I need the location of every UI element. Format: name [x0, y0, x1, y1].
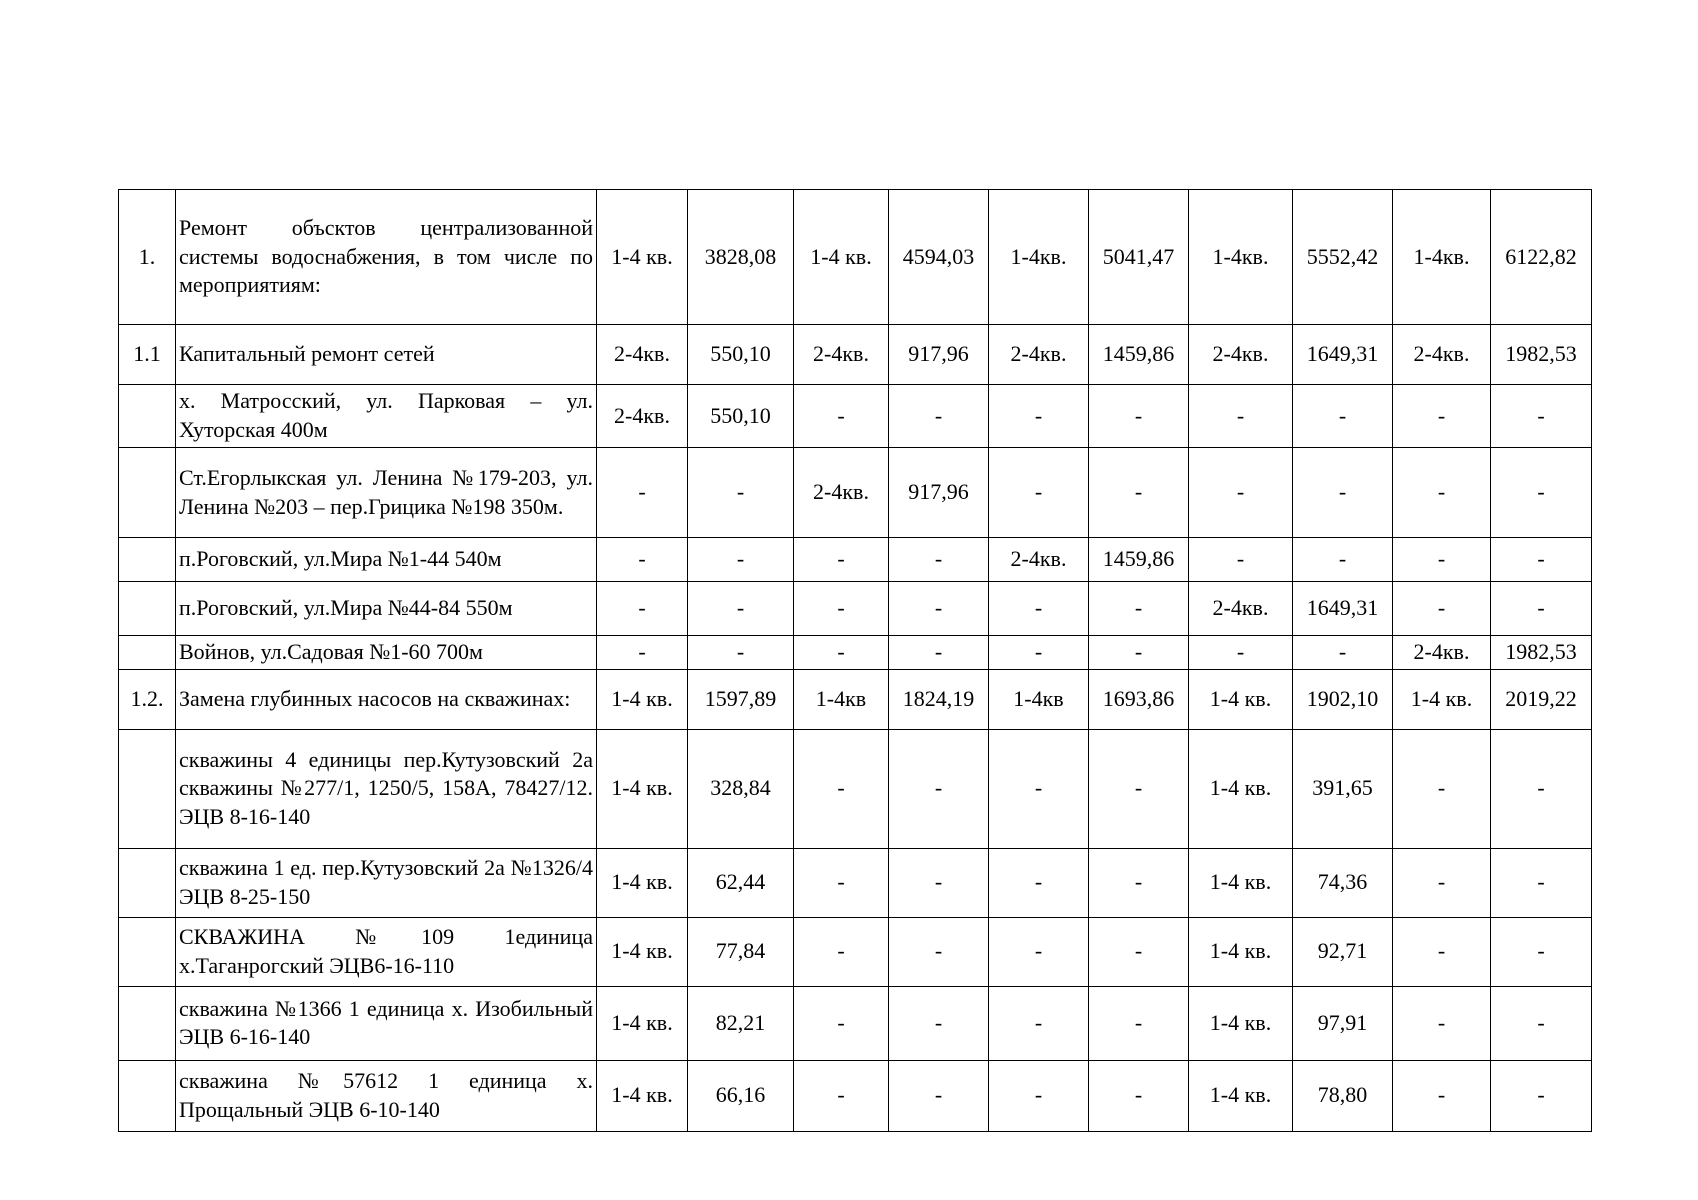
amount-cell: 1649,31: [1293, 582, 1393, 636]
period-cell: -: [794, 917, 889, 986]
amount-cell: -: [1491, 538, 1592, 582]
amount-cell: 1459,86: [1089, 538, 1189, 582]
row-description: х. Матросский, ул. Парковая – ул. Хуторская 400м: [176, 385, 597, 448]
amount-cell: 1649,31: [1293, 325, 1393, 385]
amount-cell: -: [1491, 385, 1592, 448]
amount-cell: 2019,22: [1491, 669, 1592, 729]
row-description: скважина №1366 1 единица х. Изобильный ЭЦВ 6-16-140: [176, 986, 597, 1060]
period-cell: -: [989, 986, 1089, 1060]
table-row: [119, 538, 1592, 582]
amount-cell: 78,80: [1293, 1060, 1393, 1131]
table-body: [119, 190, 1592, 1132]
amount-cell: -: [1491, 729, 1592, 848]
period-cell: 2-4кв.: [794, 325, 889, 385]
period-cell: 1-4кв.: [1393, 190, 1491, 325]
amount-cell: -: [1089, 729, 1189, 848]
row-description: скважины 4 единицы пер.Кутузовский 2а скважины №277/1, 1250/5, 158А, 78427/12. ЭЦВ 8-16-140: [176, 729, 597, 848]
period-cell: -: [597, 448, 688, 538]
row-number: [119, 538, 176, 582]
period-cell: 1-4 кв.: [1189, 848, 1293, 917]
period-cell: -: [1189, 448, 1293, 538]
amount-cell: 6122,82: [1491, 190, 1592, 325]
amount-cell: -: [1089, 385, 1189, 448]
row-number: [119, 729, 176, 848]
amount-cell: -: [1293, 636, 1393, 670]
amount-cell: -: [688, 582, 794, 636]
row-number: [119, 385, 176, 448]
amount-cell: -: [1491, 582, 1592, 636]
table-row: [119, 636, 1592, 670]
period-cell: 2-4кв.: [1189, 325, 1293, 385]
amount-cell: -: [688, 538, 794, 582]
row-number: [119, 448, 176, 538]
period-cell: 1-4 кв.: [597, 986, 688, 1060]
period-cell: -: [1393, 448, 1491, 538]
row-description: Замена глубинных насосов на скважинах:: [176, 669, 597, 729]
amount-cell: -: [1089, 448, 1189, 538]
period-cell: 2-4кв.: [597, 325, 688, 385]
amount-cell: -: [1293, 448, 1393, 538]
amount-cell: -: [1089, 986, 1189, 1060]
period-cell: 1-4кв.: [1189, 190, 1293, 325]
period-cell: 1-4 кв.: [597, 729, 688, 848]
table-row: [119, 190, 1592, 325]
amount-cell: 97,91: [1293, 986, 1393, 1060]
table-row: [119, 669, 1592, 729]
period-cell: -: [597, 636, 688, 670]
amount-cell: 77,84: [688, 917, 794, 986]
amount-cell: 917,96: [889, 325, 989, 385]
period-cell: 1-4 кв.: [597, 1060, 688, 1131]
period-cell: -: [794, 582, 889, 636]
period-cell: 1-4кв: [989, 669, 1089, 729]
row-number: [119, 848, 176, 917]
row-number: [119, 636, 176, 670]
period-cell: 1-4 кв.: [597, 190, 688, 325]
amount-cell: 66,16: [688, 1060, 794, 1131]
period-cell: 1-4 кв.: [1189, 729, 1293, 848]
amount-cell: 62,44: [688, 848, 794, 917]
table-row: [119, 986, 1592, 1060]
table-row: [119, 848, 1592, 917]
period-cell: -: [989, 636, 1089, 670]
amount-cell: 1824,19: [889, 669, 989, 729]
period-cell: 1-4 кв.: [1189, 1060, 1293, 1131]
amount-cell: 1597,89: [688, 669, 794, 729]
period-cell: -: [989, 582, 1089, 636]
amount-cell: -: [1491, 917, 1592, 986]
row-number: 1.: [119, 190, 176, 325]
row-description: СКВАЖИНА №109 1единица х.Таганрогский ЭЦВ6-16-110: [176, 917, 597, 986]
period-cell: -: [1393, 538, 1491, 582]
amount-cell: -: [1089, 848, 1189, 917]
period-cell: -: [1189, 385, 1293, 448]
table-row: [119, 385, 1592, 448]
amount-cell: 82,21: [688, 986, 794, 1060]
amount-cell: -: [1089, 582, 1189, 636]
amount-cell: 1902,10: [1293, 669, 1393, 729]
amount-cell: -: [1491, 848, 1592, 917]
row-description: п.Роговский, ул.Мира №44-84 550м: [176, 582, 597, 636]
period-cell: 2-4кв.: [1393, 325, 1491, 385]
amount-cell: -: [688, 636, 794, 670]
period-cell: -: [794, 385, 889, 448]
row-number: [119, 917, 176, 986]
period-cell: 1-4кв.: [989, 190, 1089, 325]
amount-cell: -: [1491, 448, 1592, 538]
amount-cell: 550,10: [688, 385, 794, 448]
period-cell: -: [1393, 986, 1491, 1060]
amount-cell: 550,10: [688, 325, 794, 385]
work-plan-table: [118, 189, 1592, 1132]
amount-cell: -: [889, 636, 989, 670]
amount-cell: -: [889, 538, 989, 582]
period-cell: -: [1189, 538, 1293, 582]
amount-cell: -: [1491, 986, 1592, 1060]
amount-cell: 74,36: [1293, 848, 1393, 917]
period-cell: -: [794, 986, 889, 1060]
table-row: [119, 917, 1592, 986]
period-cell: -: [989, 917, 1089, 986]
period-cell: 1-4 кв.: [794, 190, 889, 325]
period-cell: 1-4 кв.: [597, 669, 688, 729]
amount-cell: -: [889, 917, 989, 986]
row-number: 1.2.: [119, 669, 176, 729]
amount-cell: -: [1293, 538, 1393, 582]
row-number: [119, 986, 176, 1060]
row-number: 1.1: [119, 325, 176, 385]
row-description: Ст.Егорлыкская ул. Ленина №179-203, ул. Ленина №203 – пер.Грицика №198 350м.: [176, 448, 597, 538]
amount-cell: 328,84: [688, 729, 794, 848]
table-row: [119, 448, 1592, 538]
period-cell: 2-4кв.: [989, 325, 1089, 385]
amount-cell: 92,71: [1293, 917, 1393, 986]
period-cell: 2-4кв.: [597, 385, 688, 448]
period-cell: 2-4кв.: [1393, 636, 1491, 670]
amount-cell: -: [1089, 917, 1189, 986]
period-cell: -: [794, 538, 889, 582]
amount-cell: -: [889, 848, 989, 917]
period-cell: 1-4 кв.: [1189, 917, 1293, 986]
period-cell: -: [1393, 1060, 1491, 1131]
period-cell: 1-4 кв.: [1189, 669, 1293, 729]
row-description: скважина 1 ед. пер.Кутузовский 2а №1326/4 ЭЦВ 8-25-150: [176, 848, 597, 917]
period-cell: -: [1393, 848, 1491, 917]
amount-cell: 391,65: [1293, 729, 1393, 848]
period-cell: -: [794, 729, 889, 848]
row-description: скважина №57612 1 единица х. Прощальный ЭЦВ 6-10-140: [176, 1060, 597, 1131]
row-description: Капитальный ремонт сетей: [176, 325, 597, 385]
amount-cell: 4594,03: [889, 190, 989, 325]
row-number: [119, 582, 176, 636]
row-number: [119, 1060, 176, 1131]
amount-cell: -: [1491, 1060, 1592, 1131]
period-cell: -: [794, 848, 889, 917]
amount-cell: 3828,08: [688, 190, 794, 325]
table-row: [119, 582, 1592, 636]
amount-cell: -: [889, 582, 989, 636]
amount-cell: 5552,42: [1293, 190, 1393, 325]
table-row: [119, 1060, 1592, 1131]
period-cell: 1-4 кв.: [1393, 669, 1491, 729]
period-cell: -: [989, 448, 1089, 538]
amount-cell: -: [889, 1060, 989, 1131]
amount-cell: -: [1089, 1060, 1189, 1131]
period-cell: -: [989, 729, 1089, 848]
amount-cell: 5041,47: [1089, 190, 1189, 325]
amount-cell: 1982,53: [1491, 325, 1592, 385]
period-cell: 1-4 кв.: [597, 848, 688, 917]
amount-cell: -: [889, 385, 989, 448]
period-cell: -: [1393, 385, 1491, 448]
period-cell: -: [989, 1060, 1089, 1131]
amount-cell: -: [1293, 385, 1393, 448]
row-description: Войнов, ул.Садовая №1-60 700м: [176, 636, 597, 670]
table-row: [119, 729, 1592, 848]
table-row: [119, 325, 1592, 385]
period-cell: -: [597, 538, 688, 582]
period-cell: -: [794, 1060, 889, 1131]
amount-cell: 1982,53: [1491, 636, 1592, 670]
period-cell: 2-4кв.: [1189, 582, 1293, 636]
amount-cell: -: [688, 448, 794, 538]
period-cell: -: [1189, 636, 1293, 670]
period-cell: 2-4кв.: [989, 538, 1089, 582]
row-description: Ремонт объсктов централизованной системы водоснабжения, в том числе по мероприятиям:: [176, 190, 597, 325]
period-cell: -: [1393, 582, 1491, 636]
amount-cell: 917,96: [889, 448, 989, 538]
row-description: п.Роговский, ул.Мира №1-44 540м: [176, 538, 597, 582]
period-cell: 2-4кв.: [794, 448, 889, 538]
period-cell: 1-4 кв.: [1189, 986, 1293, 1060]
period-cell: -: [1393, 917, 1491, 986]
period-cell: -: [1393, 729, 1491, 848]
amount-cell: -: [889, 986, 989, 1060]
amount-cell: 1693,86: [1089, 669, 1189, 729]
period-cell: 1-4кв: [794, 669, 889, 729]
amount-cell: -: [1089, 636, 1189, 670]
period-cell: 1-4 кв.: [597, 917, 688, 986]
period-cell: -: [989, 848, 1089, 917]
amount-cell: 1459,86: [1089, 325, 1189, 385]
amount-cell: -: [889, 729, 989, 848]
period-cell: -: [989, 385, 1089, 448]
period-cell: -: [597, 582, 688, 636]
period-cell: -: [794, 636, 889, 670]
